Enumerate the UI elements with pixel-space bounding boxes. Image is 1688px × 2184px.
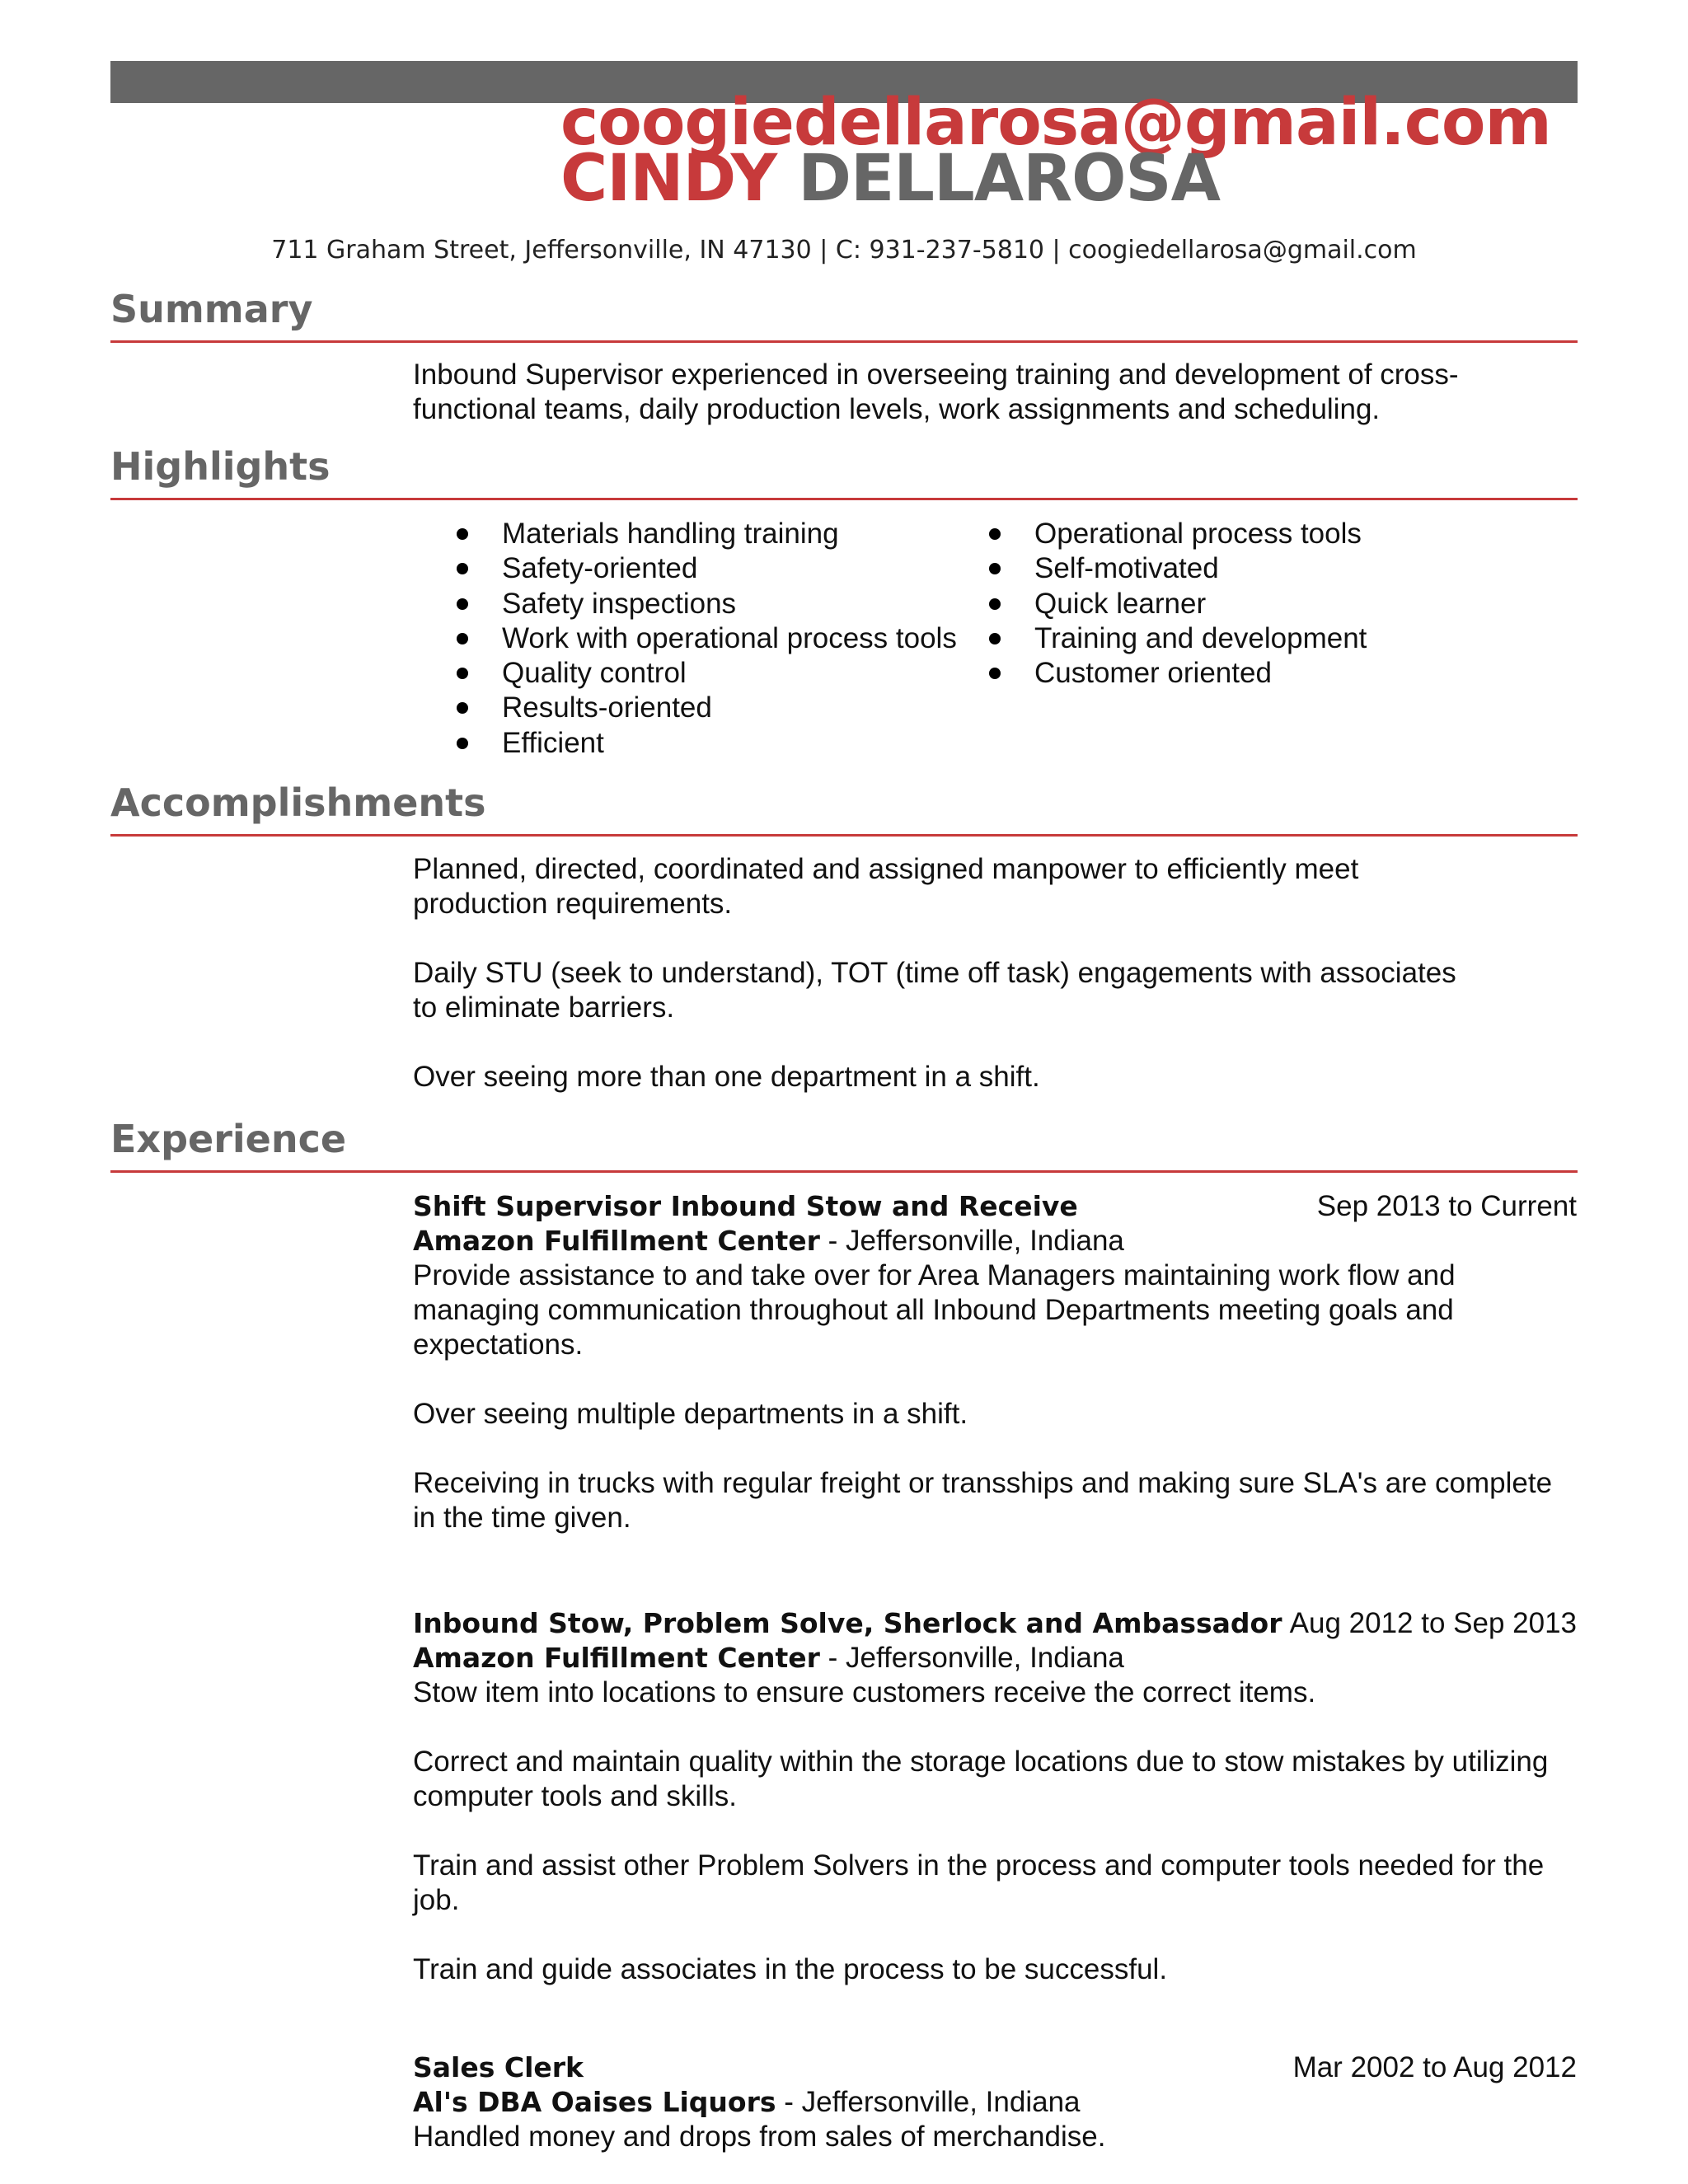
bullet-icon	[457, 738, 468, 749]
accomplishments-heading: Accomplishments	[110, 780, 486, 825]
job-description	[413, 1258, 1577, 1535]
highlight-item: Work with operational process tools	[457, 621, 957, 656]
job-paragraph: Receiving in trucks with regular freight or transships and making sure SLA's are complete in the time given.	[413, 1467, 1553, 1534]
job-entry	[413, 2050, 1577, 2154]
resume-header	[552, 86, 1551, 247]
header-email: coogiedellarosa@gmail.com	[560, 86, 1551, 160]
highlight-item: Results-oriented	[457, 691, 957, 725]
job-company: Amazon Fulfillment Center	[413, 1225, 820, 1257]
job-location: - Jeffersonville, Indiana	[776, 2086, 1081, 2118]
bullet-icon	[989, 563, 1001, 574]
accomplishment-paragraph: Over seeing more than one department in a shift.	[413, 1061, 1040, 1093]
job-dates: Sep 2013 to Current	[1316, 1190, 1577, 1222]
job-dates: Mar 2002 to Aug 2012	[1292, 2051, 1577, 2083]
highlights-left-list	[457, 517, 957, 761]
job-entry	[413, 1606, 1577, 1987]
job-location: - Jeffersonville, Indiana	[819, 1225, 1124, 1257]
highlights-right-list	[989, 517, 1367, 691]
bullet-icon	[457, 598, 468, 610]
highlights-divider	[110, 498, 1578, 500]
first-name: CINDY	[560, 142, 777, 216]
job-title: Sales Clerk	[413, 2051, 584, 2083]
highlights-heading: Highlights	[110, 444, 331, 489]
job-paragraph: Stow item into locations to ensure customers receive the correct items.	[413, 1676, 1316, 1708]
summary-paragraph: Inbound Supervisor experienced in overseeing training and development of cross-functional teams, daily production levels, work assignments and scheduling.	[413, 359, 1459, 425]
highlight-item: Materials handling training	[457, 517, 957, 551]
highlight-item: Safety-oriented	[457, 551, 957, 586]
accomplishment-paragraph: Daily STU (seek to understand), TOT (time off task) engagements with associates to eliminate barriers.	[413, 957, 1456, 1024]
accomplishment-paragraph: Planned, directed, coordinated and assigned manpower to efficiently meet production requirements.	[413, 853, 1359, 920]
job-company: Al's DBA Oaises Liquors	[413, 2086, 776, 2118]
highlight-item: Operational process tools	[989, 517, 1367, 551]
job-description	[413, 1675, 1577, 1987]
highlight-item: Customer oriented	[989, 656, 1367, 691]
bullet-icon	[457, 563, 468, 574]
highlight-item: Quick learner	[989, 587, 1367, 621]
highlight-item: Safety inspections	[457, 587, 957, 621]
job-paragraph: Provide assistance to and take over for Area Managers maintaining work flow and managing communication throughout all Inbound Departments meeting goals and expectations.	[413, 1259, 1456, 1361]
accomplishments-text	[413, 852, 1484, 1094]
job-company: Amazon Fulfillment Center	[413, 1642, 820, 1674]
accomplishments-divider	[110, 834, 1578, 837]
bullet-icon	[989, 633, 1001, 644]
candidate-name	[560, 142, 1220, 216]
highlight-item: Efficient	[457, 726, 957, 761]
bullet-icon	[989, 528, 1001, 540]
job-description	[413, 2120, 1577, 2154]
summary-divider	[110, 340, 1578, 343]
job-paragraph: Train and assist other Problem Solvers in the process and computer tools needed for the job.	[413, 1849, 1545, 1916]
experience-divider	[110, 1170, 1578, 1173]
summary-heading: Summary	[110, 287, 313, 331]
bullet-icon	[457, 668, 468, 679]
job-entry	[413, 1189, 1577, 1535]
experience-heading: Experience	[110, 1117, 347, 1161]
summary-text	[413, 358, 1567, 427]
last-name: DELLAROSA	[798, 142, 1220, 216]
job-paragraph: Handled money and drops from sales of merchandise.	[413, 2121, 1106, 2153]
job-location: - Jeffersonville, Indiana	[819, 1642, 1124, 1674]
highlight-item: Quality control	[457, 656, 957, 691]
job-title: Inbound Stow, Problem Solve, Sherlock and Ambassador	[413, 1607, 1282, 1639]
bullet-icon	[457, 633, 468, 644]
bullet-icon	[989, 598, 1001, 610]
job-paragraph: Over seeing multiple departments in a shift.	[413, 1398, 968, 1430]
contact-line: 711 Graham Street, Jeffersonville, IN 47130 | C: 931-237-5810 | coogiedellarosa@gmail.com	[271, 236, 1417, 265]
job-dates: Aug 2012 to Sep 2013	[1289, 1607, 1577, 1639]
job-title: Shift Supervisor Inbound Stow and Receive	[413, 1190, 1078, 1222]
job-paragraph: Train and guide associates in the process to be successful.	[413, 1953, 1168, 1985]
bullet-icon	[457, 702, 468, 714]
bullet-icon	[989, 668, 1001, 679]
highlight-item: Training and development	[989, 621, 1367, 656]
highlight-item: Self-motivated	[989, 551, 1367, 586]
bullet-icon	[457, 528, 468, 540]
job-paragraph: Correct and maintain quality within the storage locations due to stow mistakes by utilizing computer tools and skills.	[413, 1746, 1549, 1812]
